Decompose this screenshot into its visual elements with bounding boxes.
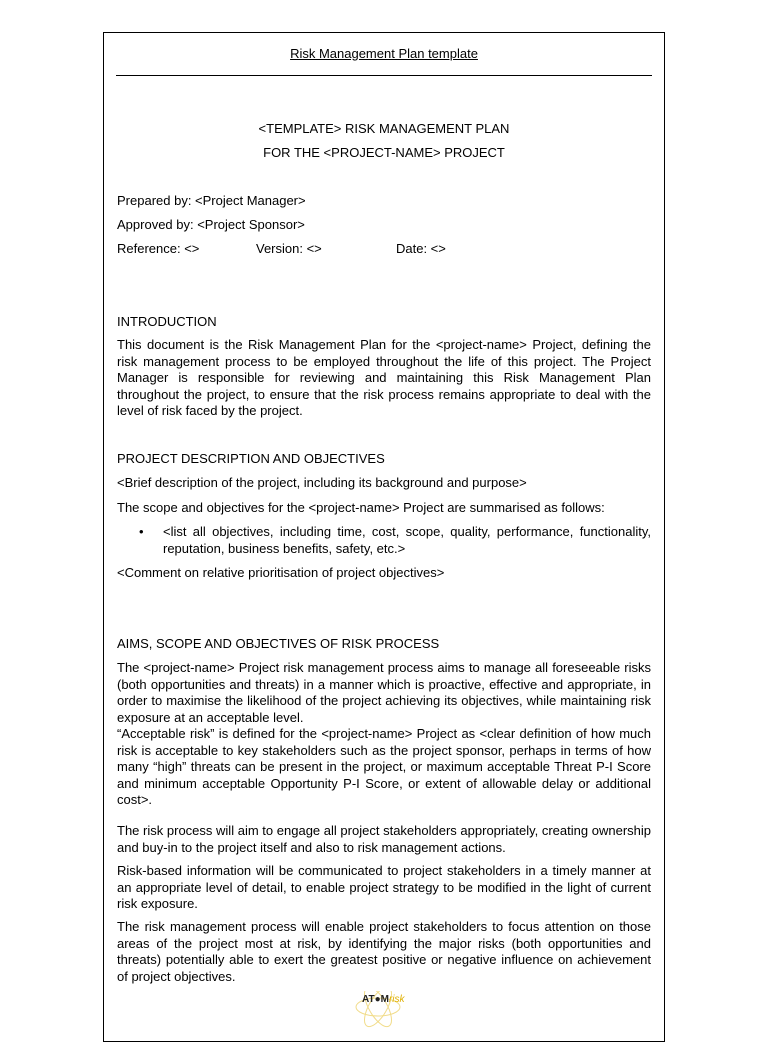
objective-bullet-item	[117, 524, 651, 558]
aims-heading: AIMS, SCOPE AND OBJECTIVES OF RISK PROCESS	[117, 636, 440, 651]
atom-risk-logo	[352, 991, 416, 1031]
page-header-title: Risk Management Plan template	[290, 46, 478, 61]
introduction-heading: INTRODUCTION	[117, 314, 217, 329]
project-scope: The scope and objectives for the <project-name> Project are summarised as follows:	[117, 500, 605, 515]
prepared-by: Prepared by: <Project Manager>	[117, 193, 306, 208]
document-page	[103, 32, 665, 1042]
reference: Reference: <>	[117, 241, 200, 256]
aims-paragraph-2: “Acceptable risk” is defined for the <project-name> Project as <clear definition of how much risk is acceptable to key stakeholders such as the project sponsor, perhaps in terms of how many “high” threats can be present in the project, or maximum acceptable Threat P-I Score and minimum acceptable Opportunity P-I Score, or extent of allowable delay or additional cost>.	[117, 726, 651, 807]
bullet-icon: •	[139, 524, 144, 539]
aims-paragraph-1: The <project-name> Project risk management process aims to manage all foreseeable risks (both opportunities and threats) in a manner which is proactive, effective and appropriate, in order to maximise the likelihood of the project achieving its objectives, while maintaining risk exposure at an acceptable level.	[117, 660, 651, 725]
objective-bullet-text: <list all objectives, including time, cost, scope, quality, performance, functionality, reputation, business benefits, safety, etc.>	[163, 524, 651, 556]
date: Date: <>	[396, 241, 446, 256]
project-description-heading: PROJECT DESCRIPTION AND OBJECTIVES	[117, 451, 385, 466]
reference-row	[117, 241, 651, 258]
logo-text	[362, 994, 405, 1005]
aims-paragraph-4: Risk-based information will be communicated to project stakeholders in a timely manner at an appropriate level of detail, to enable project strategy to be modified in the light of current risk exposure.	[117, 863, 651, 911]
document-title-line-2: FOR THE <PROJECT-NAME> PROJECT	[263, 145, 505, 160]
header-rule	[116, 75, 652, 76]
aims-paragraph-5: The risk management process will enable project stakeholders to focus attention on those areas of the project most at risk, by identifying the major risks (both opportunities and threats) potentially able to exert the greatest positive or negative influence on achievement of project objectives.	[117, 919, 651, 984]
version: Version: <>	[256, 241, 322, 256]
document-title-line-1: <TEMPLATE> RISK MANAGEMENT PLAN	[258, 121, 510, 136]
project-brief: <Brief description of the project, including its background and purpose>	[117, 475, 527, 490]
prioritisation-comment: <Comment on relative prioritisation of project objectives>	[117, 565, 445, 580]
approved-by: Approved by: <Project Sponsor>	[117, 217, 305, 232]
introduction-paragraph: This document is the Risk Management Plan for the <project-name> Project, defining the risk management process to be employed throughout the life of this project. The Project Manager is responsible for reviewing and maintaining this Risk Management Plan throughout the project, to ensure that the risk process remains appropriate to deal with the level of risk faced by the project.	[117, 337, 651, 418]
logo-risk-text: risk	[388, 994, 405, 1005]
logo-atom-text: AT●M	[362, 994, 389, 1005]
aims-paragraph-3: The risk process will aim to engage all project stakeholders appropriately, creating ownership and buy-in to the project itself and also to risk management actions.	[117, 823, 651, 855]
